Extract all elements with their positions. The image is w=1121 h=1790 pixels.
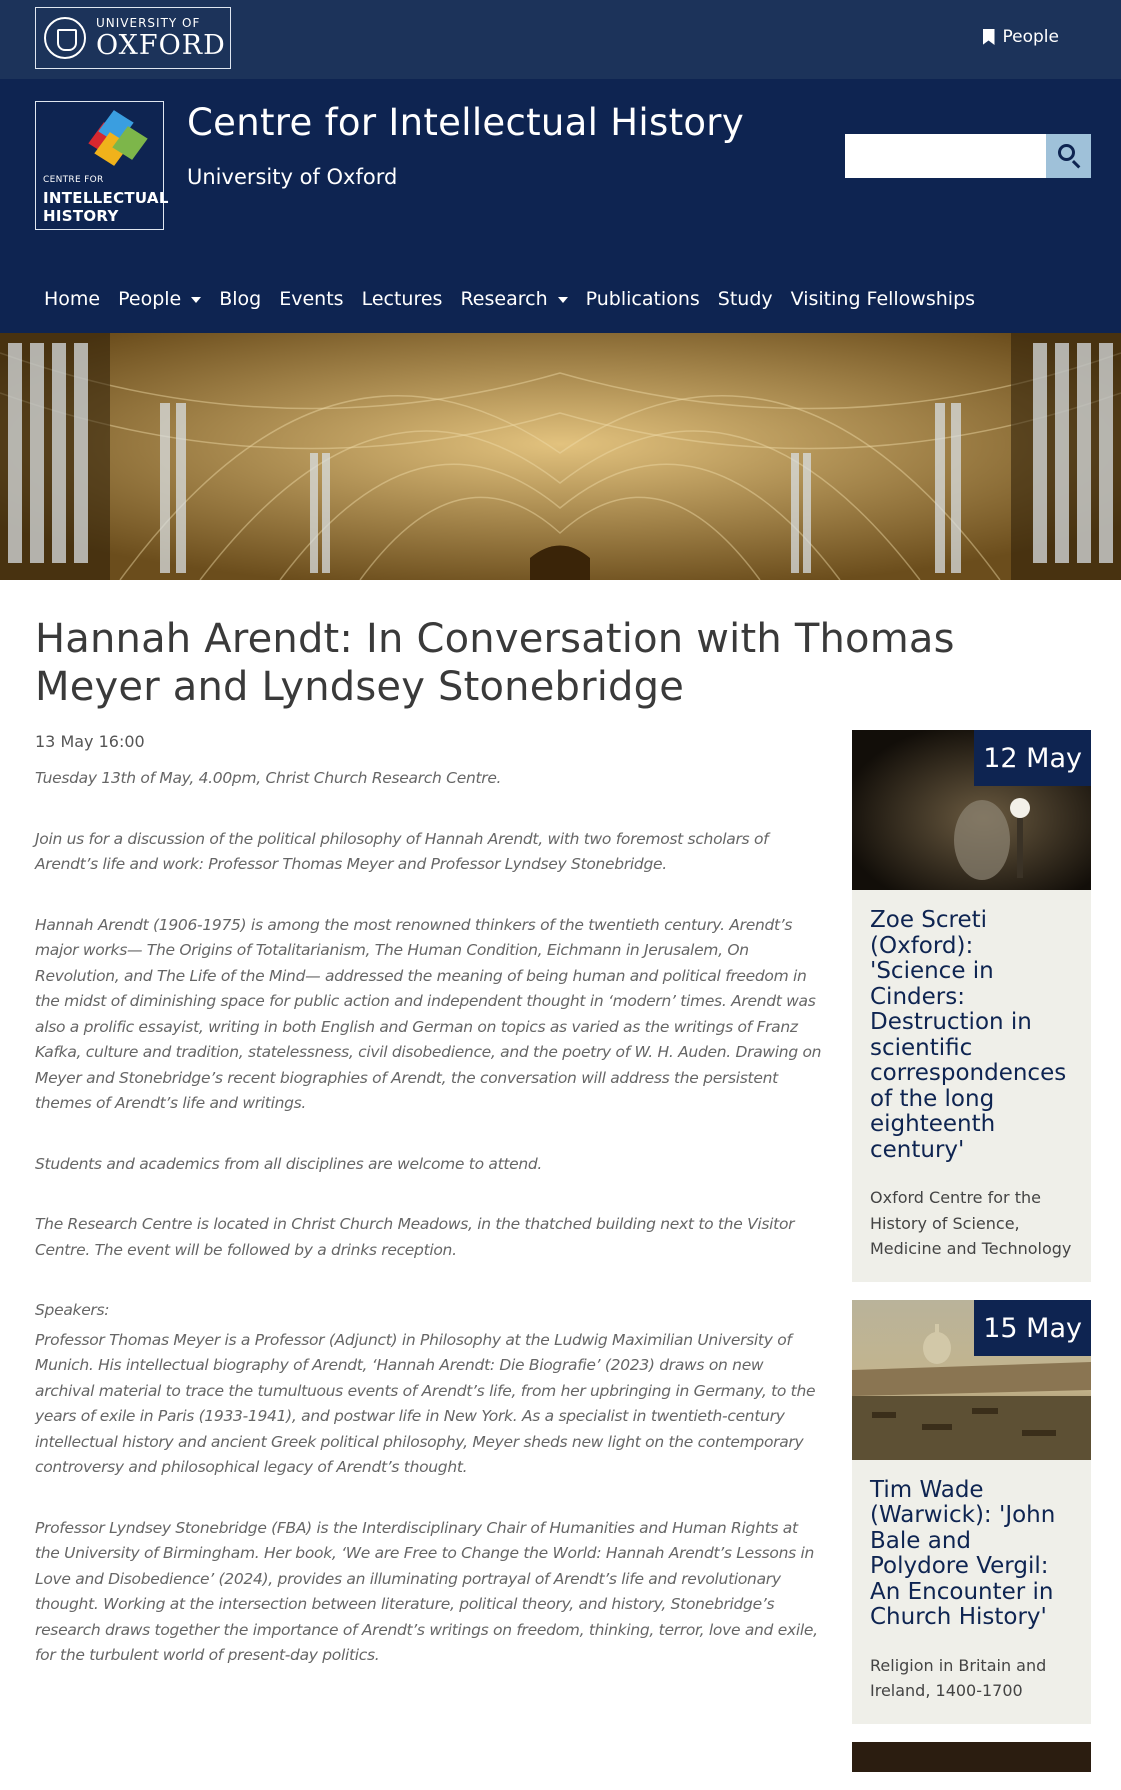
oxford-topbar <box>0 0 1121 79</box>
caret-down-icon <box>191 297 201 303</box>
site-header <box>0 79 1121 333</box>
event-content <box>35 615 1091 1700</box>
hero-image <box>0 333 1121 580</box>
nav-research[interactable] <box>451 288 576 310</box>
main-nav <box>35 288 984 310</box>
event-paragraph: Students and academics from all disciplines are welcome to attend. <box>35 1154 543 1173</box>
nav-label: Events <box>279 288 344 310</box>
search-form <box>845 134 1091 178</box>
oxford-logo[interactable] <box>35 7 231 69</box>
event-paragraph: Tuesday 13th of May, 4.00pm, Christ Church Research Centre. <box>35 769 502 787</box>
search-button[interactable] <box>1046 134 1091 178</box>
cih-logo-line1: INTELLECTUAL <box>43 189 169 207</box>
event-paragraph: Professor Thomas Meyer is a Professor (Adjunct) in Philosophy at the Ludwig Maximilian University of Munich. His intellectual biography of Arendt, ‘Hannah Arendt: Die Biografie’ (2023) draws on new archival material to trace the tumultuous events of Arendt’s life, from her upbringing in Germany, to the years of exile in Paris (1933-1941), and postwar life in New York. As a specialist in twentieth-century intellectual history and ancient Greek political philosophy, Meyer sheds new light on the contemporary controversy and philosophical legacy of Arendt’s thought. <box>35 1330 816 1476</box>
nav-visiting-fellowships[interactable] <box>782 288 984 310</box>
nav-publications[interactable] <box>577 288 709 310</box>
related-events <box>852 730 1091 1790</box>
speakers-heading: Speakers: <box>35 1301 110 1319</box>
site-subtitle: University of Oxford <box>187 165 398 189</box>
event-paragraph: Join us for a discussion of the political philosophy of Hannah Arendt, with two foremost scholars of Arendt’s life and work: Professor Thomas Meyer and Professor Lyndsey Stonebridge. <box>35 829 769 873</box>
event-card-image <box>852 730 1091 890</box>
event-card-partial[interactable] <box>852 1742 1091 1772</box>
event-paragraph: The Research Centre is located in Christ Church Meadows, in the thatched building next to the Visitor Centre. The event will be followed by a drinks reception. <box>35 1215 795 1259</box>
nav-lectures[interactable] <box>353 288 452 310</box>
cih-logo-big <box>43 189 169 225</box>
site-title[interactable]: Centre for Intellectual History <box>187 101 745 144</box>
cih-logo-line2: HISTORY <box>43 207 119 225</box>
event-card-image <box>852 1300 1091 1460</box>
nav-label: Blog <box>219 288 262 310</box>
event-card[interactable] <box>852 1300 1091 1724</box>
nav-label: People <box>118 288 182 310</box>
event-paragraph: Hannah Arendt (1906-1975) is among the most renowned thinkers of the twentieth century. Arendt’s major works— The Origins of Totalitarianism, The Human Condition, Eichmann in Jerusalem, On Revolution, and The Life of the Mind— addressed the meaning of being human and political freedom in the midst of diminishing space for public action and independent thought in ‘modern’ times. Arendt was also a prolific essayist, writing in both English and German on topics as varied as the writings of Franz Kafka, culture and tradition, statelessness, civil disobedience, and the poetry of W. H. Auden. Drawing on Meyer and Stonebridge’s recent biographies of Arendt, the conversation will address the persistent themes of Arendt’s life and writings. <box>35 915 822 1112</box>
nav-label: Home <box>44 288 101 310</box>
search-icon <box>1058 144 1075 161</box>
nav-study[interactable] <box>709 288 782 310</box>
event-card-title[interactable]: Tim Wade (Warwick): 'John Bale and Polydore Vergil: An Encounter in Church History' <box>870 1476 1056 1630</box>
nav-home[interactable] <box>35 288 109 310</box>
event-card-date: 12 May <box>974 730 1091 786</box>
event-card-date: 15 May <box>974 1300 1091 1356</box>
people-link-label: People <box>1002 27 1059 47</box>
nav-label: Publications <box>585 288 700 310</box>
oxford-logo-small: UNIVERSITY OF <box>96 16 201 30</box>
cih-logo[interactable] <box>35 101 169 230</box>
event-body <box>35 732 825 1704</box>
nav-label: Research <box>460 288 548 310</box>
people-link[interactable] <box>983 27 1059 47</box>
hero-vaulted-ceiling <box>0 333 1121 580</box>
event-card-org: Oxford Centre for the History of Science, Medicine and Technology <box>870 1188 1072 1258</box>
event-card-title[interactable]: Zoe Screti (Oxford): 'Science in Cinders: Destruction in scientific correspondences of the long eighteenth century' <box>870 907 1067 1163</box>
event-date: 13 May 16:00 <box>35 732 145 751</box>
event-paragraph: Professor Lyndsey Stonebridge (FBA) is the Interdisciplinary Chair of Humanities and Human Rights at the University of Birmingham. Her book, ‘We are Free to Change the World: Hannah Arendt’s Lessons in Love and Disobedience’ (2024), provides an illuminating portrayal of Arendt’s life and revolutionary thought. Working at the intersection between literature, political theory, and history, Stonebridge’s research draws together the importance of Arendt’s writings on freedom, thinking, terror, love and exile, for the turbulent world of present-day politics. <box>35 1518 818 1664</box>
nav-label: Visiting Fellowships <box>790 288 976 310</box>
search-input[interactable] <box>845 134 1046 178</box>
nav-blog[interactable] <box>210 288 270 310</box>
cih-logo-small: CENTRE FOR <box>43 175 104 185</box>
nav-events[interactable] <box>270 288 352 310</box>
event-card-org: Religion in Britain and Ireland, 1400-1700 <box>870 1655 1047 1700</box>
oxford-logo-big: OXFORD <box>96 30 226 61</box>
nav-label: Study <box>717 288 773 310</box>
event-title: Hannah Arendt: In Conversation with Thomas Meyer and Lyndsey Stonebridge <box>35 616 955 710</box>
oxford-crest-icon <box>44 17 86 59</box>
bookmark-icon <box>983 29 995 45</box>
nav-label: Lectures <box>361 288 443 310</box>
nav-people[interactable] <box>109 288 210 310</box>
event-card[interactable] <box>852 730 1091 1282</box>
caret-down-icon <box>558 297 568 303</box>
